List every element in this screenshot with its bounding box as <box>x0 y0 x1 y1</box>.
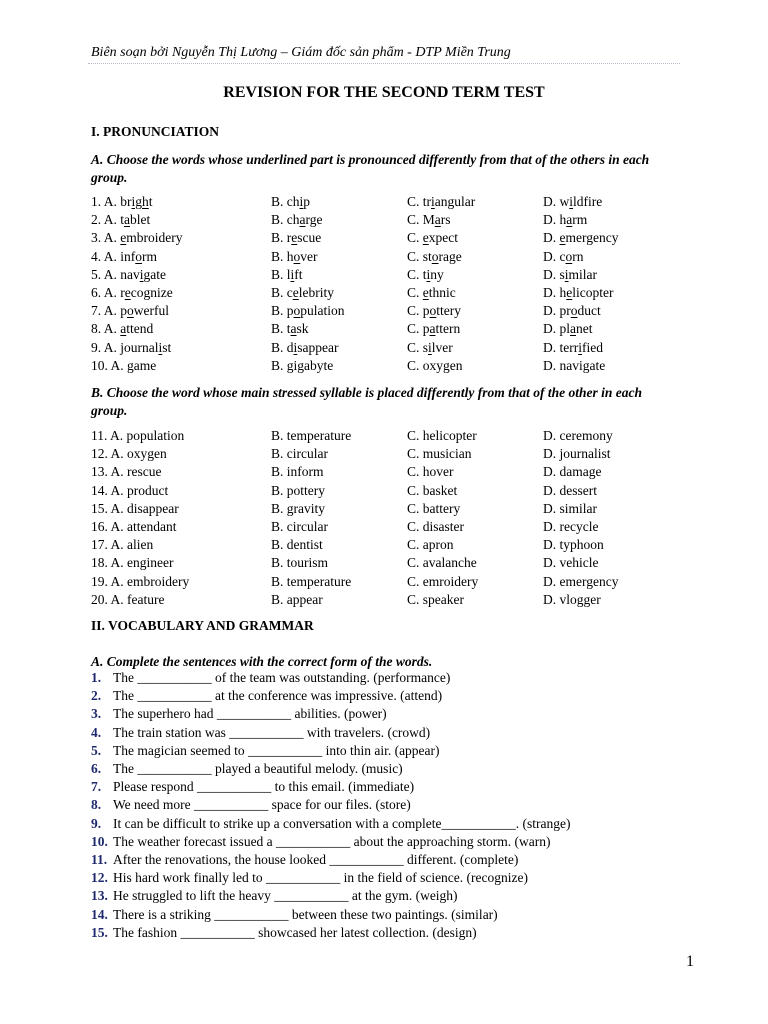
instruction-part-a: A. Choose the words whose underlined part is pronounced differently from that of the others in each group. <box>91 152 650 185</box>
answer-option-c: C. ethnic <box>407 285 456 300</box>
answer-option-c: C. speaker <box>407 591 464 607</box>
answer-option-b: B. tourism <box>271 555 329 571</box>
vocab-sentence <box>91 925 477 941</box>
sentence-text: The fashion ___________ showcased her latest collection. (design) <box>113 924 477 940</box>
answer-option-b: B. appear <box>271 591 323 607</box>
sentence-text: The ___________ at the conference was impressive. (attend) <box>113 688 443 704</box>
sentence-text: We need more ___________ space for our files. (store) <box>113 797 411 813</box>
sentence-number: 13. <box>91 888 108 904</box>
vocab-sentence <box>91 907 498 923</box>
answer-option-d: D. product <box>543 303 601 319</box>
answer-option-a: 16. A. attendant <box>91 519 177 534</box>
answer-option-a: 17. A. alien <box>91 537 154 553</box>
vocab-sentence <box>91 779 414 795</box>
answer-option-c: C. tiny <box>407 266 444 282</box>
instruction-vocab-part-a: A. Complete the sentences with the correct form of the words. <box>91 654 433 669</box>
answer-option-c: C. storage <box>407 248 462 264</box>
answer-option-c: C. oxygen <box>407 357 463 373</box>
vocab-sentence <box>91 706 387 722</box>
sentence-number: 14. <box>91 906 108 922</box>
sentence-number: 7. <box>91 779 102 795</box>
section-heading-pronunciation: I. PRONUNCIATION <box>91 124 220 139</box>
sentence-text: The train station was ___________ with travelers. (crowd) <box>113 724 431 740</box>
answer-option-c: C. disaster <box>407 519 464 534</box>
answer-option-b: B. celebrity <box>271 285 334 300</box>
page-title: REVISION FOR THE SECOND TERM TEST <box>223 84 545 101</box>
header-divider <box>88 63 680 64</box>
sentence-text: It can be difficult to strike up a conversation with a complete___________. (strange) <box>113 815 571 831</box>
sentence-text: There is a striking ___________ between these two paintings. (similar) <box>113 906 498 922</box>
answer-option-c: C. basket <box>407 482 458 498</box>
vocab-sentence <box>91 725 430 741</box>
answer-option-d: D. helicopter <box>543 285 614 300</box>
sentence-text: He struggled to lift the heavy ___________ at the gym. (weigh) <box>113 888 458 904</box>
answer-option-d: D. emergency <box>543 230 619 246</box>
sentence-text: After the renovations, the house looked ___________ different. (complete) <box>113 852 519 867</box>
sentence-text: The magician seemed to ___________ into thin air. (appear) <box>113 742 440 758</box>
answer-option-c: C. pattern <box>407 321 461 337</box>
answer-option-b: B. rescue <box>271 230 322 246</box>
sentence-number: 3. <box>91 706 102 722</box>
vocab-sentence <box>91 834 550 850</box>
answer-option-c: C. pottery <box>407 303 462 319</box>
answer-option-b: B. disappear <box>271 339 339 355</box>
vocab-sentence <box>91 743 440 759</box>
answer-option-b: B. temperature <box>271 428 352 443</box>
answer-option-d: D. emergency <box>543 573 619 589</box>
answer-option-d: D. dessert <box>543 482 597 498</box>
answer-option-c: C. emroidery <box>407 573 479 589</box>
sentence-number: 10. <box>91 833 108 849</box>
answer-option-a: 12. A. oxygen <box>91 446 167 462</box>
answer-option-d: D. terrified <box>543 339 603 355</box>
answer-option-d: D. planet <box>543 321 593 337</box>
answer-option-b: B. gigabyte <box>271 357 334 373</box>
answer-option-d: D. corn <box>543 248 584 264</box>
instruction-part-b: B. Choose the word whose main stressed syllable is placed differently from that of the other in each group. <box>91 385 643 418</box>
answer-option-d: D. vehicle <box>543 555 599 571</box>
section-heading-vocabulary: II. VOCABULARY AND GRAMMAR <box>91 618 314 633</box>
answer-option-a: 2. A. tablet <box>91 212 151 228</box>
answer-option-a: 8. A. attend <box>91 321 154 337</box>
answer-option-b: B. population <box>271 303 345 319</box>
answer-option-a: 18. A. engineer <box>91 555 174 571</box>
answer-option-c: C. avalanche <box>407 555 477 571</box>
answer-option-c: C. expect <box>407 230 459 246</box>
answer-option-c: C. helicopter <box>407 428 477 443</box>
answer-option-b: B. inform <box>271 464 324 480</box>
answer-option-d: D. navigate <box>543 357 606 373</box>
vocab-sentence <box>91 670 450 686</box>
sentence-number: 6. <box>91 761 102 776</box>
answer-option-a: 1. A. bright <box>91 194 153 209</box>
sentence-text: The superhero had ___________ abilities. (power) <box>113 706 387 722</box>
answer-option-c: C. hover <box>407 464 454 480</box>
answer-option-b: B. dentist <box>271 537 323 553</box>
answer-option-a: 13. A. rescue <box>91 464 162 480</box>
answer-option-d: D. similar <box>543 266 598 282</box>
answer-option-d: D. similar <box>543 500 597 516</box>
answer-option-d: D. harm <box>543 212 588 228</box>
answer-option-b: B. chip <box>271 194 311 209</box>
answer-option-b: B. task <box>271 321 309 337</box>
answer-option-a: 19. A. embroidery <box>91 573 190 589</box>
answer-option-a: 11. A. population <box>91 428 185 443</box>
answer-option-b: B. hover <box>271 248 318 264</box>
vocab-sentence <box>91 761 403 777</box>
answer-option-a: 7. A. powerful <box>91 303 169 319</box>
vocab-sentence <box>91 852 518 868</box>
sentence-number: 11. <box>91 852 108 867</box>
answer-option-b: B. lift <box>271 266 303 282</box>
sentence-text: The ___________ of the team was outstanding. (performance) <box>113 670 451 685</box>
answer-option-b: B. temperature <box>271 573 352 589</box>
answer-option-b: B. gravity <box>271 500 325 516</box>
vocab-sentence <box>91 816 571 832</box>
sentence-text: The weather forecast issued a ___________ about the approaching storm. (warn) <box>113 833 551 849</box>
answer-option-d: D. typhoon <box>543 537 604 553</box>
answer-option-b: B. charge <box>271 212 323 228</box>
answer-option-b: B. circular <box>271 519 328 534</box>
sentence-number: 15. <box>91 924 108 940</box>
answer-option-b: B. circular <box>271 446 328 462</box>
answer-option-c: C. Mars <box>407 212 451 228</box>
sentence-number: 5. <box>91 742 102 758</box>
answer-option-d: D. damage <box>543 464 602 480</box>
answer-option-c: C. silver <box>407 339 453 355</box>
document-header: Biên soạn bởi Nguyễn Thị Lương – Giám đốc sản phẩm - DTP Miền Trung <box>91 45 511 60</box>
sentence-number: 12. <box>91 870 108 886</box>
sentence-number: 4. <box>91 724 102 740</box>
answer-option-c: C. musician <box>407 446 472 462</box>
answer-option-a: 5. A. navigate <box>91 266 167 282</box>
answer-option-a: 15. A. disappear <box>91 500 179 516</box>
answer-option-a: 4. A. inform <box>91 248 158 264</box>
answer-option-d: D. journalist <box>543 446 611 462</box>
answer-option-a: 6. A. recognize <box>91 285 173 300</box>
answer-option-a: 20. A. feature <box>91 591 165 607</box>
answer-option-a: 14. A. product <box>91 482 169 498</box>
sentence-number: 8. <box>91 797 102 813</box>
sentence-text: The ___________ played a beautiful melody. (music) <box>113 761 403 776</box>
sentence-text: His hard work finally led to ___________ in the field of science. (recognize) <box>113 870 528 886</box>
vocab-sentence <box>91 888 458 904</box>
answer-option-d: D. recycle <box>543 519 599 534</box>
sentence-number: 1. <box>91 670 102 685</box>
answer-option-a: 3. A. embroidery <box>91 230 183 246</box>
sentence-number: 2. <box>91 688 102 704</box>
answer-option-b: B. pottery <box>271 482 325 498</box>
answer-option-d: D. vlogger <box>543 591 601 607</box>
answer-option-c: C. battery <box>407 500 461 516</box>
sentence-text: Please respond ___________ to this email. (immediate) <box>113 779 415 795</box>
answer-option-d: D. ceremony <box>543 428 613 443</box>
answer-option-a: 9. A. journalist <box>91 339 172 355</box>
sentence-number: 9. <box>91 815 102 831</box>
answer-option-c: C. triangular <box>407 194 476 209</box>
vocab-sentence <box>91 688 442 704</box>
vocab-sentence <box>91 797 411 813</box>
vocab-sentence <box>91 870 528 886</box>
answer-option-a: 10. A. game <box>91 357 157 373</box>
page-number: 1 <box>686 953 694 970</box>
answer-option-d: D. wildfire <box>543 194 603 209</box>
answer-option-c: C. apron <box>407 537 454 553</box>
